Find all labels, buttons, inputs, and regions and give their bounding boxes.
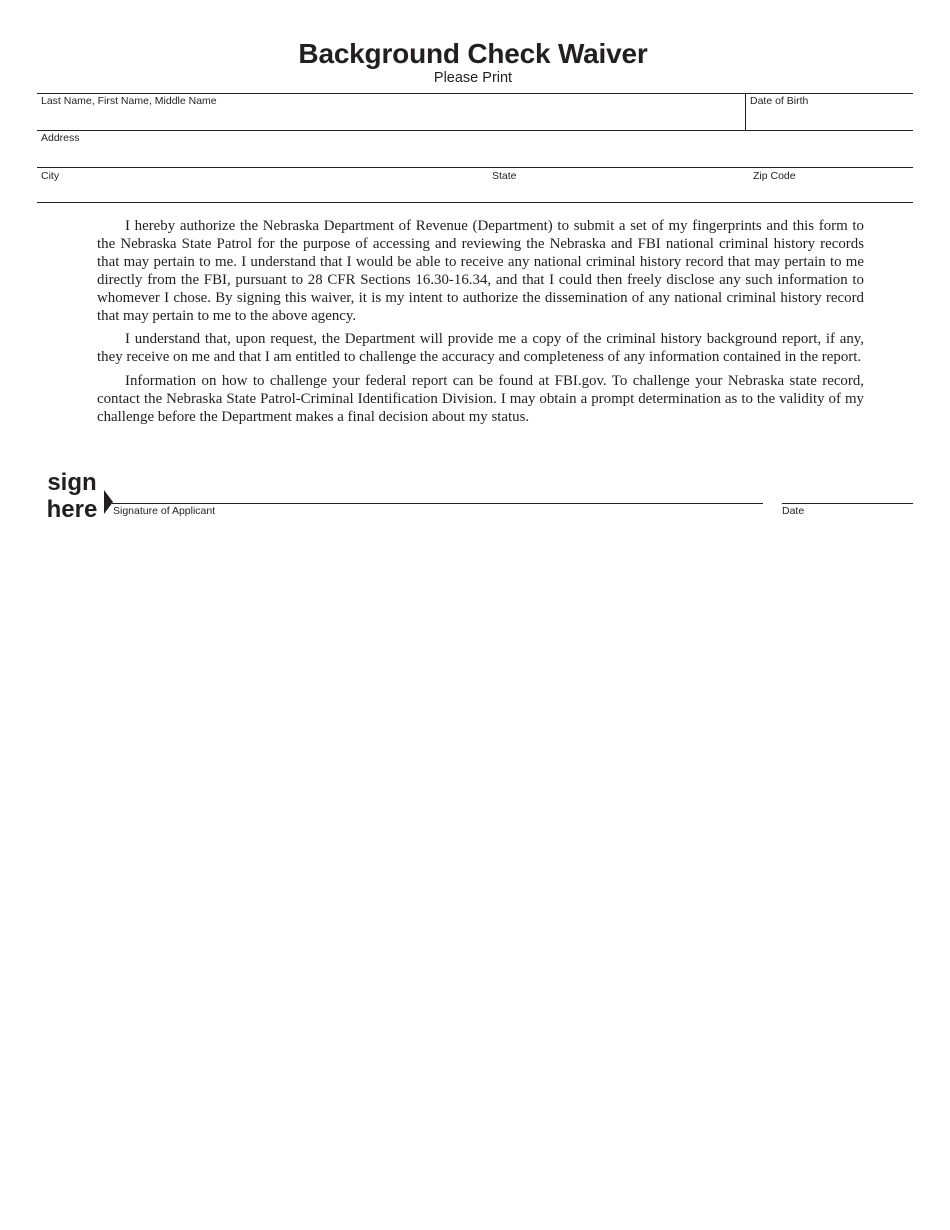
sign-here-arrow-icon (104, 490, 113, 514)
sign-word: sign (47, 469, 97, 496)
here-word: here (46, 496, 98, 523)
zip-field-label: Zip Code (753, 170, 796, 182)
state-field-label: State (492, 170, 517, 182)
date-line[interactable] (782, 503, 913, 504)
signature-line[interactable] (112, 503, 763, 504)
state-field[interactable] (492, 183, 742, 201)
sign-here-label (42, 469, 102, 523)
name-field[interactable] (41, 109, 739, 127)
zip-field[interactable] (753, 183, 907, 201)
waiver-paragraph-authorization: I hereby authorize the Nebraska Department of Revenue (Department) to submit a set of my fingerprints and this form to the Nebraska State Patrol for the purpose of accessing and reviewing the Nebraska and FBI national criminal history records that may pertain to me. I understand that I would be able to receive any national criminal history record that may pertain to me directly from the FBI, pursuant to 28 CFR Sections 16.30-16.34, and that I could then freely disclose any such information to whomever I chose. By signing this waiver, it is my intent to authorize the dissemination of any national criminal history record that may pertain to me to the above agency. (97, 218, 864, 324)
date-label: Date (782, 505, 805, 517)
form-subtitle: Please Print (433, 70, 513, 86)
name-row-rule (37, 130, 913, 131)
signature-label: Signature of Applicant (113, 505, 216, 517)
address-field[interactable] (41, 146, 907, 164)
city-field[interactable] (41, 183, 481, 201)
city-row-rule (37, 202, 913, 203)
address-row-rule (37, 167, 913, 168)
address-field-label: Address (41, 132, 80, 144)
waiver-paragraph-challenge: Information on how to challenge your federal report can be found at FBI.gov. To challenge your Nebraska state record, contact the Nebraska State Patrol-Criminal Identification Division. I may obtain a prompt determination as to the validity of my challenge before the Department makes a final decision about my status. (97, 373, 864, 426)
form-title: Background Check Waiver (298, 38, 648, 69)
dob-field[interactable] (750, 109, 908, 127)
name-field-label: Last Name, First Name, Middle Name (41, 95, 217, 107)
form-top-rule (37, 93, 913, 94)
waiver-body (97, 218, 864, 433)
city-field-label: City (41, 170, 60, 182)
dob-field-label: Date of Birth (750, 95, 809, 107)
name-dob-divider (745, 93, 746, 130)
waiver-paragraph-report-copy: I understand that, upon request, the Department will provide me a copy of the criminal history background report, if any, they receive on me and that I am entitled to challenge the accuracy and completeness of any information contained in the report. (97, 331, 864, 366)
